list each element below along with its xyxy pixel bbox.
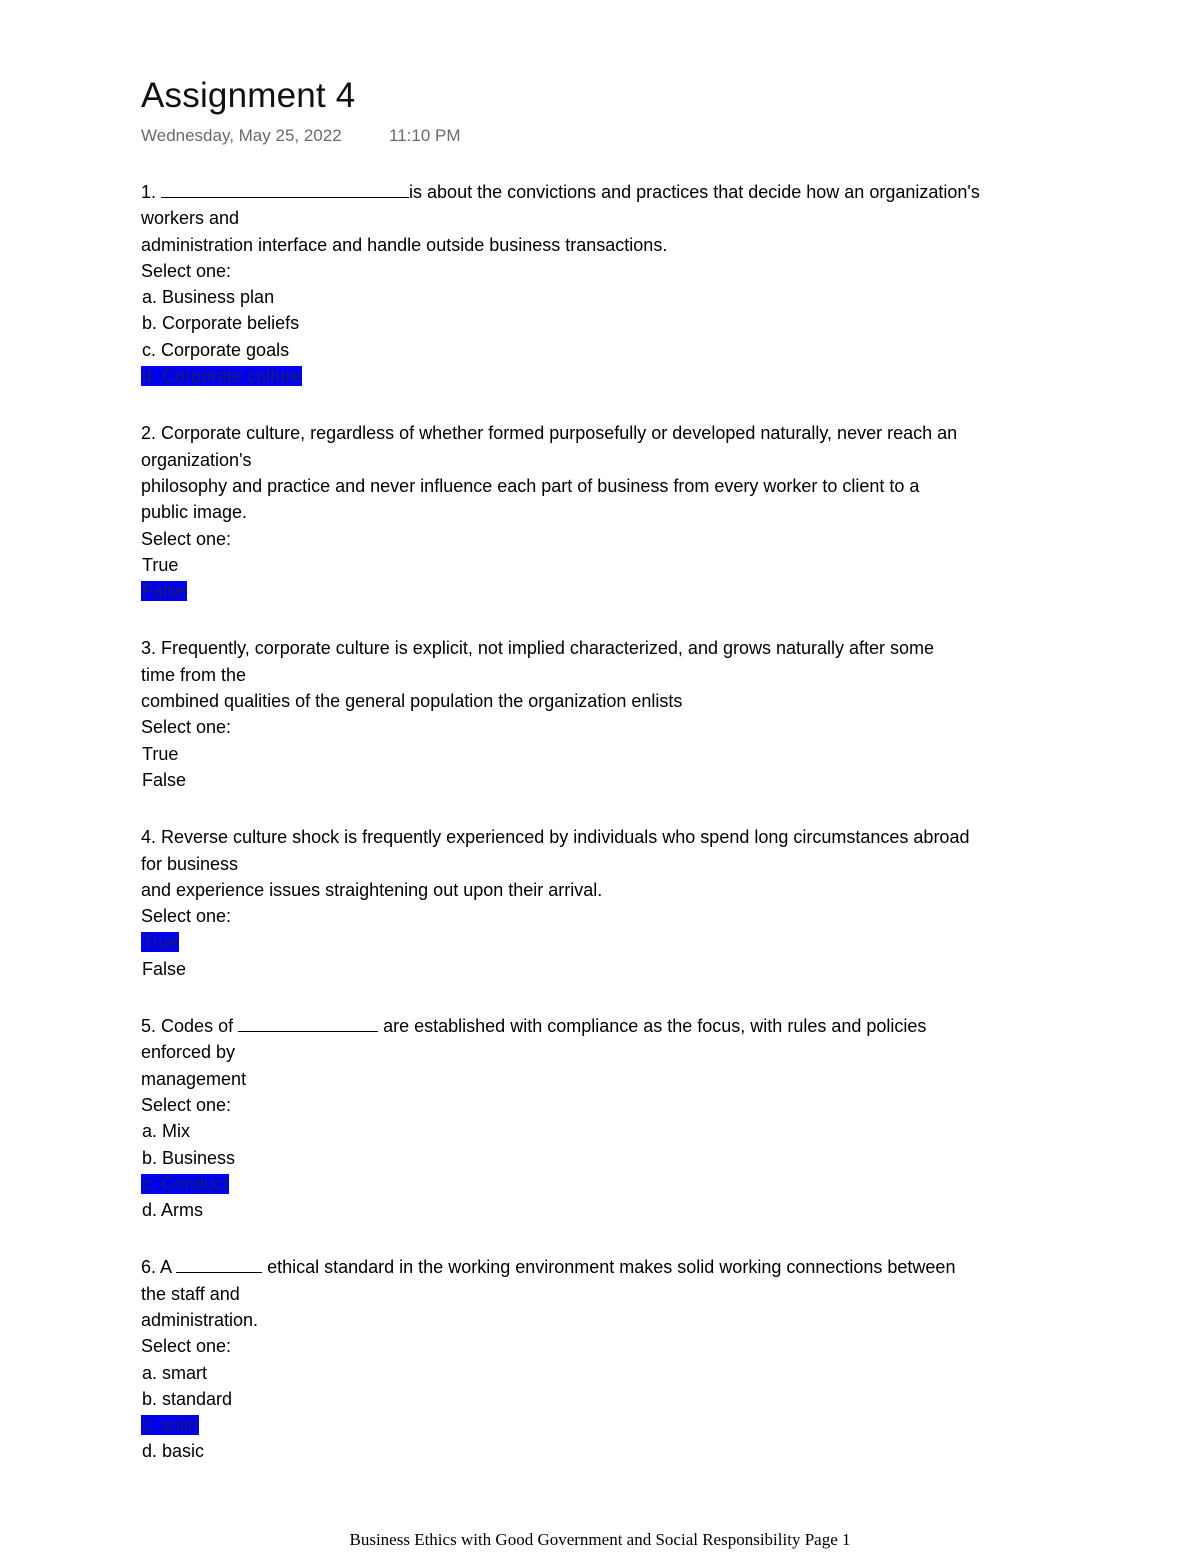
question-line: are established with compliance as the focus, with rules and policies — [383, 1016, 927, 1037]
question-line: public image. — [141, 502, 248, 523]
select-label: Select one: — [141, 260, 232, 281]
option[interactable]: a. Mix — [142, 1121, 191, 1142]
question-line: time from the — [141, 664, 247, 685]
select-label: Select one: — [141, 906, 232, 927]
option[interactable]: d. Arms — [142, 1200, 204, 1221]
select-label: Select one: — [141, 717, 232, 738]
question-line: management — [141, 1068, 247, 1089]
question-line: Frequently, corporate culture is explicit, not implied characterized, and grows naturally after some — [161, 638, 935, 659]
option-selected[interactable]: d. Corporate culture — [142, 366, 302, 387]
question-line: philosophy and practice and never influence each part of business from every worker to client to a — [141, 475, 920, 496]
question-line: the staff and — [141, 1283, 240, 1304]
question-number: 4. — [141, 827, 157, 848]
question-text — [141, 1254, 1061, 1280]
option-selected[interactable]: True — [142, 932, 179, 953]
question-4 — [141, 824, 1061, 982]
option[interactable]: c. Corporate goals — [142, 339, 290, 360]
question-prefix: A — [160, 1257, 172, 1278]
question-line: workers and — [141, 208, 240, 229]
option-selected[interactable]: c. Conduct — [142, 1173, 229, 1194]
question-line: administration interface and handle outside business transactions. — [141, 234, 668, 255]
question-line: combined qualities of the general population the organization enlists — [141, 691, 683, 712]
question-number: 6. — [141, 1257, 157, 1278]
question-number: 3. — [141, 638, 157, 659]
document-page — [141, 72, 1061, 1465]
time-text: 11:10 PM — [389, 126, 461, 145]
question-6 — [141, 1254, 1061, 1464]
question-1 — [141, 179, 1061, 389]
question-number: 1. — [141, 182, 157, 202]
option-selected[interactable]: False — [142, 581, 187, 602]
question-text — [141, 420, 1061, 446]
answer-blank — [176, 1254, 262, 1273]
question-line: is about the convictions and practices that decide how an organization's — [409, 182, 980, 202]
option[interactable]: True — [142, 743, 179, 764]
question-line: Reverse culture shock is frequently experienced by individuals who spend long circumstances abroad — [161, 827, 970, 848]
question-text — [141, 824, 1061, 850]
question-line: and experience issues straightening out upon their arrival. — [141, 879, 603, 900]
option[interactable]: True — [142, 554, 179, 575]
question-number: 2. — [141, 423, 157, 444]
option[interactable]: a. Business plan — [142, 287, 275, 308]
option[interactable]: b. Business — [142, 1147, 236, 1168]
answer-blank — [161, 179, 409, 198]
question-prefix: Codes of — [161, 1016, 234, 1037]
option[interactable]: d. basic — [142, 1441, 205, 1462]
question-2 — [141, 420, 1061, 604]
question-text — [141, 179, 1061, 205]
option[interactable]: b. standard — [142, 1388, 233, 1409]
question-line: ethical standard in the working environment makes solid working connections between — [267, 1257, 956, 1278]
question-line: Corporate culture, regardless of whether formed purposefully or developed naturally, never reach an — [161, 423, 958, 444]
option-selected[interactable]: c. solid — [142, 1415, 199, 1436]
option[interactable]: False — [142, 958, 187, 979]
question-text — [141, 635, 1061, 661]
question-number: 5. — [141, 1016, 157, 1037]
date-text: Wednesday, May 25, 2022 — [141, 126, 342, 145]
question-line: for business — [141, 853, 239, 874]
answer-blank — [238, 1013, 378, 1032]
question-line: organization's — [141, 449, 252, 470]
question-line: administration. — [141, 1309, 259, 1330]
option[interactable]: b. Corporate beliefs — [142, 313, 300, 334]
option[interactable]: False — [142, 769, 187, 790]
select-label: Select one: — [141, 1336, 232, 1357]
page-title: Assignment 4 — [141, 76, 356, 115]
question-5 — [141, 1013, 1061, 1223]
question-3 — [141, 635, 1061, 793]
timestamp — [141, 124, 1061, 148]
select-label: Select one: — [141, 528, 232, 549]
option[interactable]: a. smart — [142, 1362, 208, 1383]
select-label: Select one: — [141, 1094, 232, 1115]
question-line: enforced by — [141, 1042, 236, 1063]
page-footer: Business Ethics with Good Government and Social Responsibility Page 1 — [349, 1530, 851, 1549]
question-text — [141, 1013, 1061, 1039]
